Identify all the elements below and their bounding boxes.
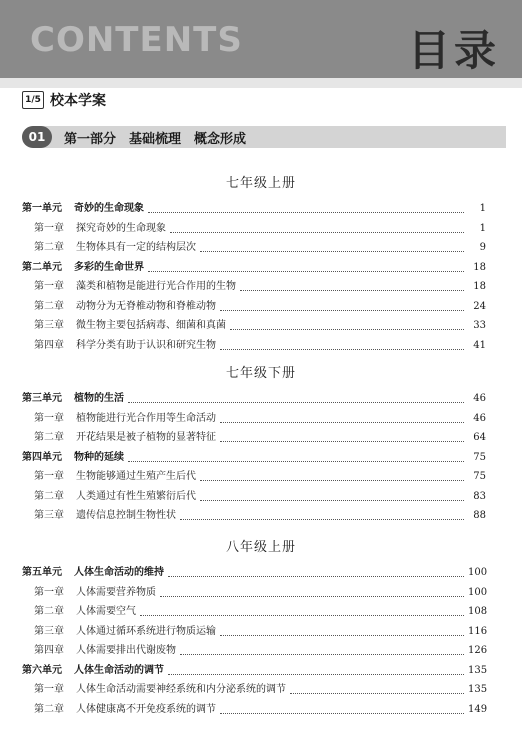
toc-title: 物种的延续 <box>74 451 124 463</box>
leader-dots <box>230 329 464 330</box>
toc-title: 植物能进行光合作用等生命活动 <box>76 412 216 424</box>
leader-dots <box>140 615 464 616</box>
toc-label: 第二章 <box>34 490 64 502</box>
toc-label: 第二章 <box>34 432 64 443</box>
grade-heading: 七年级上册 <box>225 176 296 191</box>
toc-page-number: 88 <box>473 510 486 521</box>
toc-page-number: 24 <box>473 300 486 312</box>
toc-title: 微生物主要包括病毒、细菌和真菌 <box>76 320 226 331</box>
toc-chapter-row[interactable] <box>22 218 486 236</box>
toc-page-number: 1 <box>479 203 486 214</box>
toc-page-number: 33 <box>473 320 486 331</box>
header-divider <box>0 78 522 88</box>
toc-title: 人体生命活动的维持 <box>74 567 164 578</box>
toc-unit-row[interactable] <box>22 447 486 465</box>
toc-chapter-row[interactable] <box>22 486 486 504</box>
toc-page-number: 135 <box>468 664 488 676</box>
toc-page-number: 75 <box>473 451 486 463</box>
toc-page-number: 108 <box>468 606 488 617</box>
grade-heading: 七年级下册 <box>225 366 296 381</box>
toc-label: 第一章 <box>34 222 64 234</box>
toc-title: 人类通过有性生殖繁衍后代 <box>76 490 196 502</box>
toc-chapter-row[interactable] <box>22 582 486 600</box>
toc-label: 第二章 <box>34 242 64 253</box>
toc-page-number: 46 <box>473 412 486 424</box>
toc-title: 探究奇妙的生命现象 <box>76 222 166 234</box>
toc-label: 第一章 <box>34 684 64 695</box>
toc-chapter-row[interactable] <box>22 427 486 445</box>
leader-dots <box>180 519 464 520</box>
toc-page-number: 9 <box>479 242 486 253</box>
part-number: 01 <box>22 126 52 148</box>
toc-chapter-row[interactable] <box>22 315 486 333</box>
leader-dots <box>200 500 464 501</box>
toc-title: 生物体具有一定的结构层次 <box>76 242 196 253</box>
leader-dots <box>220 635 464 636</box>
leader-dots <box>220 349 464 350</box>
leader-dots <box>160 596 464 597</box>
toc-page-number: 18 <box>473 261 486 273</box>
leader-dots <box>220 441 464 442</box>
toc-label: 第一章 <box>34 471 64 482</box>
toc-chapter-row[interactable] <box>22 621 486 639</box>
toc-label: 第五单元 <box>22 567 62 578</box>
leader-dots <box>220 310 464 311</box>
toc-chapter-row[interactable] <box>22 699 486 717</box>
part-bar <box>22 126 506 148</box>
toc-page-number: 83 <box>473 490 486 502</box>
book-label <box>22 90 106 110</box>
leader-dots <box>200 251 464 252</box>
toc-page-number: 46 <box>473 393 486 404</box>
toc-unit-row[interactable] <box>22 562 486 580</box>
toc-label: 第一章 <box>34 586 64 598</box>
toc-label: 第二章 <box>34 606 64 617</box>
toc-label: 第三章 <box>34 320 64 331</box>
leader-dots <box>200 480 464 481</box>
toc-title: 藻类和植物是能进行光合作用的生物 <box>76 281 236 292</box>
toc-page-number: 18 <box>473 281 486 292</box>
contents-heading: CONTENTS <box>30 20 243 60</box>
toc-title: 植物的生活 <box>74 393 124 404</box>
toc-chapter-row[interactable] <box>22 276 486 294</box>
toc-title: 人体需要空气 <box>76 606 136 617</box>
toc-page-number: 41 <box>473 339 486 351</box>
toc-title: 人体通过循环系统进行物质运输 <box>76 625 216 637</box>
toc-chapter-row[interactable] <box>22 601 486 619</box>
toc-label: 第一单元 <box>22 203 62 214</box>
toc-chapter-row[interactable] <box>22 679 486 697</box>
toc-page-number: 75 <box>473 471 486 482</box>
book-title: 校本学案 <box>50 93 106 109</box>
toc-unit-row[interactable] <box>22 388 486 406</box>
toc-title: 人体需要排出代谢废物 <box>76 645 176 656</box>
leader-dots <box>220 713 464 714</box>
toc-unit-row[interactable] <box>22 257 486 275</box>
toc-chapter-row[interactable] <box>22 505 486 523</box>
toc-label: 第一章 <box>34 412 64 424</box>
leader-dots <box>240 290 464 291</box>
toc-page-number: 1 <box>479 222 486 234</box>
leader-dots <box>168 674 464 675</box>
toc-page-number: 100 <box>468 567 488 578</box>
toc-title: 人体生命活动需要神经系统和内分泌系统的调节 <box>76 684 286 695</box>
book-badge: 1/5 <box>22 91 44 109</box>
toc-chapter-row[interactable] <box>22 640 486 658</box>
leader-dots <box>148 212 464 213</box>
toc-page-number: 116 <box>468 625 488 637</box>
leader-dots <box>128 461 464 462</box>
leader-dots <box>180 654 464 655</box>
part-title: 第一部分 基础梳理 概念形成 <box>64 131 247 147</box>
toc-title: 遗传信息控制生物性状 <box>76 510 176 521</box>
toc-label: 第二章 <box>34 300 64 312</box>
toc-page-number: 100 <box>468 586 488 598</box>
leader-dots <box>220 422 464 423</box>
toc-label: 第三单元 <box>22 393 62 404</box>
toc-chapter-row[interactable] <box>22 408 486 426</box>
toc-title: 科学分类有助于认识和研究生物 <box>76 339 216 351</box>
toc-label: 第二章 <box>34 703 64 715</box>
toc-unit-row[interactable] <box>22 660 486 678</box>
toc-title: 人体生命活动的调节 <box>74 664 164 676</box>
toc-title: 开花结果是被子植物的显著特征 <box>76 432 216 443</box>
toc-title: 人体健康离不开免疫系统的调节 <box>76 703 216 715</box>
toc-label: 第二单元 <box>22 261 62 273</box>
page-title: 目录 <box>407 26 500 75</box>
toc-chapter-row[interactable] <box>22 296 486 314</box>
toc-chapter-row[interactable] <box>22 237 486 255</box>
toc-label: 第三章 <box>34 625 64 637</box>
leader-dots <box>290 693 464 694</box>
toc-label: 第四章 <box>34 339 64 351</box>
toc-page-number: 64 <box>473 432 486 443</box>
leader-dots <box>128 402 464 403</box>
toc-title: 生物能够通过生殖产生后代 <box>76 471 196 482</box>
toc-title: 人体需要营养物质 <box>76 586 156 598</box>
toc-label: 第四章 <box>34 645 64 656</box>
toc-title: 动物分为无脊椎动物和脊椎动物 <box>76 300 216 312</box>
leader-dots <box>170 232 464 233</box>
toc-label: 第六单元 <box>22 664 62 676</box>
leader-dots <box>148 271 464 272</box>
grade-heading: 八年级上册 <box>225 540 296 555</box>
toc-label: 第一章 <box>34 281 64 292</box>
toc-label: 第四单元 <box>22 451 62 463</box>
toc-title: 奇妙的生命现象 <box>74 203 144 214</box>
toc-chapter-row[interactable] <box>22 466 486 484</box>
toc-label: 第三章 <box>34 510 64 521</box>
toc-page-number: 126 <box>468 645 488 656</box>
toc-unit-row[interactable] <box>22 198 486 216</box>
leader-dots <box>168 576 464 577</box>
toc-page-number: 149 <box>468 703 488 715</box>
toc-chapter-row[interactable] <box>22 335 486 353</box>
toc-page-number: 135 <box>468 684 488 695</box>
toc-title: 多彩的生命世界 <box>74 261 144 273</box>
